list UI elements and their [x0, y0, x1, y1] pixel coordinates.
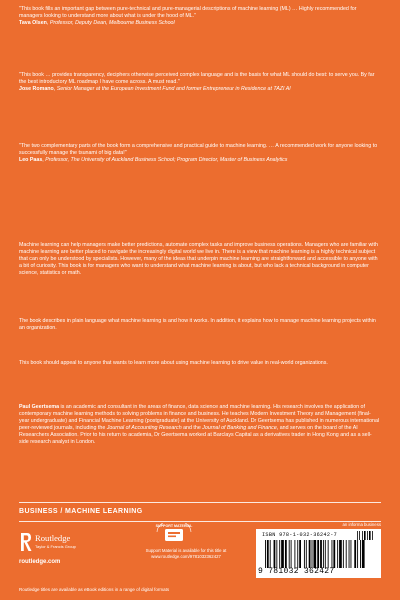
quote-attribution: Leo Paas, Professor, The University of Auckland Business School; Program Director, Master of Business Analytics — [19, 157, 288, 164]
routledge-mark-icon — [19, 532, 33, 552]
footer-note: Routledge titles are available as eBook editions in a range of digital formats — [19, 587, 170, 592]
informa-label: an informa business — [342, 522, 381, 527]
author-name: Paul Geertsema — [19, 404, 60, 410]
support-url: www.routledge.com/9781032362427 — [151, 553, 221, 559]
quote-author-role: Professor, The University of Auckland Business School; Program Director, Master of Business Analytics — [45, 157, 288, 164]
quote-author: Leo Paas — [19, 157, 43, 164]
publisher-tagline: Taylor & Francis Group — [35, 544, 76, 549]
author-bio — [19, 404, 381, 447]
description-paragraph: This book should appeal to anyone that wants to learn more about using machine learning to drive value in real-world organizations. — [19, 360, 328, 366]
quote-text: "This book fills an important gap between pure-technical and pure-managerial descriptions of machine learning (ML) … Highly recommended for managers looking to understand more about what is under the hood of ML." — [19, 6, 357, 20]
support-material-note — [131, 548, 241, 560]
subject-category: BUSINESS / MACHINE LEARNING — [19, 508, 143, 515]
publisher-name: Routledge — [35, 533, 71, 543]
divider — [19, 502, 381, 503]
quote-author: Tava Olsen — [19, 20, 47, 27]
isbn-label: ISBN 978-1-032-36242-7 — [262, 532, 338, 538]
divider — [19, 521, 381, 522]
endorsement-quote — [19, 6, 381, 27]
bio-text: is an academic and consultant in the areas of finance, data science and machine learning. His research involves the application of contemporary machine learning methods to solving problems in finance and business. He teaches Modern Investment Theory and Management (final-year undergraduate) and Financial Machine Learning (postgraduate) at the University of Auckland. Dr Geertsema has published in numerous international peer-reviewed journals, including the — [19, 404, 380, 432]
support-line: Support Material is available for this title at — [145, 548, 227, 553]
quote-attribution: Tava Olsen, Professor, Deputy Dean, Melbourne Business School — [19, 20, 175, 27]
quote-attribution: Jose Romano, Senior Manager at the European Investment Fund and former Entrepreneur in Residence at TAZI AI — [19, 86, 291, 93]
barcode-digits: 9 781032 362427 — [258, 567, 335, 576]
publisher-url: routledge.com — [19, 559, 61, 565]
support-badge-text: SUPPORT MATERIAL — [155, 524, 193, 528]
description-paragraph: The book describes in plain language what machine learning is and how it works. In addition, it explains how to manage machine learning projects within an organization. — [19, 318, 376, 332]
barcode-bars — [265, 540, 373, 568]
description-paragraph: Machine learning can help managers make better predictions, automate complex tasks and improve business operations. Managers who are familiar with machine learning are better placed to navigate the increasingly digital world we live in. There is a view that machine learning is a highly technical subject that can only be understood by specialists. However, many of the ideas that underpin machine learning are straightforward and accessible to anyone with a bit of curiosity. This book is for managers who want to understand what machine learning is about, but who lack a technical background in computer science, statistics or math. — [19, 242, 378, 277]
support-material-badge-icon — [153, 523, 195, 543]
bio-text: and the — [181, 425, 203, 432]
isbn-addon-bars — [357, 531, 379, 540]
publisher-logo — [19, 532, 117, 566]
quote-text: "This book … provides transparency, deciphers otherwise perceived complex language and is the basis for what ML should do best: to serve you. By far the best introductory ML roadmap I have come across. A must read." — [19, 72, 375, 86]
quote-author: Jose Romano — [19, 86, 54, 93]
quote-author-role: Senior Manager at the European Investment Fund and former Entrepreneur in Residence at TAZI AI — [56, 86, 291, 93]
journal-title: Journal of Banking and Finance — [202, 425, 277, 432]
endorsement-quote — [19, 72, 381, 93]
quote-author-role: Professor, Deputy Dean, Melbourne Business School — [49, 20, 175, 27]
journal-title: Journal of Accounting Research — [106, 425, 182, 432]
bio-text: , and serves on the board of the AI Researchers Association. Prior to his return to academia, Dr Geertsema worked at Barclays Capital as a derivatives trader in Hong Kong and as a sell-side research analyst in London. — [19, 425, 372, 446]
isbn-barcode — [256, 529, 381, 578]
quote-text: "The two complementary parts of the book form a comprehensive and practical guide to machine learning. … A recommended work for anyone looking to successfully manage the tsunami of big data!" — [19, 143, 378, 157]
endorsement-quote — [19, 143, 381, 164]
